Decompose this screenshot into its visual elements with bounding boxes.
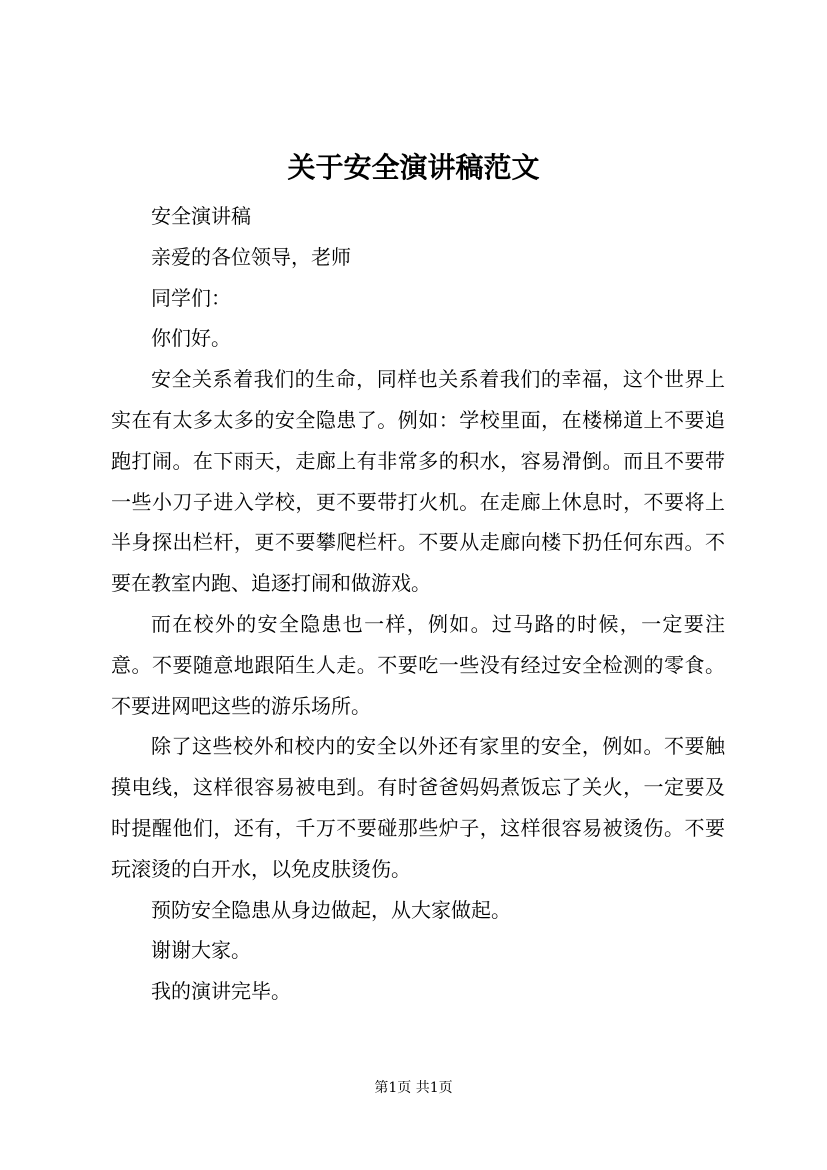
- paragraph-school-safety: 安全关系着我们的生命，同样也关系着我们的幸福，这个世界上实在有太多太多的安全隐患了。例如：学校里面，在楼梯道上不要追跑打闹。在下雨天，走廊上有非常多的积水，容易滑倒。而且不要带一些小刀子进入学校，更不要带打火机。在走廊上休息时，不要将上半身探出栏杆，更不要攀爬栏杆。不要从走廊向楼下扔任何东西。不要在教室内跑、追逐打闹和做游戏。: [111, 367, 725, 596]
- paragraph-greeting: 你们好。: [151, 326, 231, 351]
- paragraph-salutation: 亲爱的各位领导，老师: [151, 244, 351, 269]
- page-number-label: 第1页 共1页: [374, 1080, 453, 1096]
- paragraph-closing: 我的演讲完毕。: [151, 979, 291, 1004]
- paragraph-salutation-students: 同学们：: [151, 285, 231, 310]
- paragraph-home-safety: 除了这些校外和校内的安全以外还有家里的安全，例如。不要触摸电线，这样很容易被电到。有时爸爸妈妈煮饭忘了关火，一定要及时提醒他们，还有，千万不要碰那些炉子，这样很容易被烫伤。不要玩滚烫的白开水，以免皮肤烫伤。: [111, 734, 725, 881]
- page-footer: [0, 1078, 827, 1098]
- paragraph-outside-safety: 而在校外的安全隐患也一样，例如。过马路的时候，一定要注意。不要随意地跟陌生人走。不要吃一些没有经过安全检测的零食。不要进网吧这些的游乐场所。: [111, 611, 725, 718]
- document-body: [111, 196, 725, 1012]
- document-title: 关于安全演讲稿范文: [287, 151, 540, 184]
- paragraph-thanks: 谢谢大家。: [151, 938, 251, 963]
- paragraph-heading: 安全演讲稿: [151, 204, 251, 228]
- paragraph-prevention: 预防安全隐患从身边做起，从大家做起。: [151, 897, 511, 922]
